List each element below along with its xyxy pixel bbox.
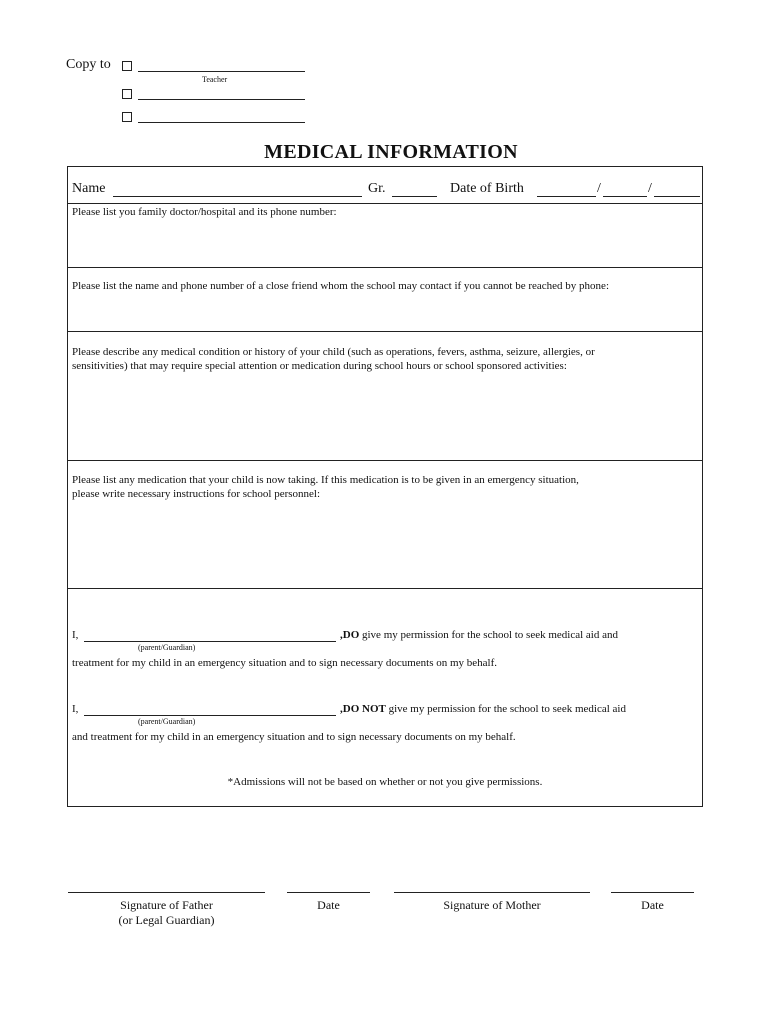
grade-label: Gr. bbox=[368, 181, 386, 196]
dob-year-field[interactable] bbox=[654, 182, 700, 197]
name-label: Name bbox=[72, 181, 106, 196]
row-divider bbox=[68, 460, 702, 461]
dob-separator-1: / bbox=[597, 181, 601, 196]
do-i-label: I, bbox=[72, 629, 79, 641]
medication-answer-area[interactable] bbox=[68, 503, 702, 588]
condition-prompt-line-1: Please describe any medical condition or history of your child (such as operations, fevers, asthma, seizure, allergies, or bbox=[72, 346, 595, 358]
row-divider bbox=[68, 267, 702, 268]
do-not-i-label: I, bbox=[72, 703, 79, 715]
medication-prompt-line-1: Please list any medication that your child is now taking. If this medication is to be given in an emergency situation, bbox=[72, 474, 579, 486]
row-divider bbox=[68, 588, 702, 589]
name-field[interactable] bbox=[113, 182, 362, 197]
father-signature-label-line-1: Signature of Father bbox=[120, 898, 213, 912]
date-label-2: Date bbox=[641, 898, 664, 912]
doctor-prompt: Please list you family doctor/hospital and its phone number: bbox=[72, 206, 337, 218]
dob-day-field[interactable] bbox=[603, 182, 647, 197]
do-not-guardian-caption: (parent/Guardian) bbox=[138, 717, 196, 726]
dob-separator-2: / bbox=[648, 181, 652, 196]
medical-form bbox=[67, 166, 703, 807]
medication-prompt-line-2: please write necessary instructions for school personnel: bbox=[72, 488, 321, 500]
date-label-1: Date bbox=[317, 898, 340, 912]
date-line-1[interactable] bbox=[287, 892, 370, 893]
father-signature-label bbox=[68, 898, 265, 928]
doctor-answer-area[interactable] bbox=[68, 219, 702, 267]
dob-label: Date of Birth bbox=[450, 181, 524, 196]
do-not-text-1: give my permission for the school to seek medical aid bbox=[388, 703, 626, 715]
date-line-2[interactable] bbox=[611, 892, 694, 893]
do-text-2: treatment for my child in an emergency situation and to sign necessary documents on my behalf. bbox=[72, 657, 498, 669]
do-not-label: ,DO NOT bbox=[340, 703, 386, 715]
page-title: MEDICAL INFORMATION bbox=[264, 141, 518, 163]
father-signature-label-line-2: (or Legal Guardian) bbox=[118, 913, 215, 927]
row-divider bbox=[68, 331, 702, 332]
do-text-1: give my permission for the school to seek medical aid and bbox=[362, 629, 618, 641]
copy-to-checkbox-1[interactable] bbox=[122, 61, 132, 71]
do-label: ,DO bbox=[340, 629, 360, 641]
father-signature-line[interactable] bbox=[68, 892, 265, 893]
mother-signature-label: Signature of Mother bbox=[443, 898, 541, 912]
do-guardian-name-field[interactable] bbox=[84, 629, 336, 642]
copy-to-checkbox-3[interactable] bbox=[122, 112, 132, 122]
copy-to-checkbox-2[interactable] bbox=[122, 89, 132, 99]
copy-to-line-1[interactable] bbox=[138, 58, 305, 72]
grade-field[interactable] bbox=[392, 182, 437, 197]
admissions-note: *Admissions will not be based on whether or not you give permissions. bbox=[227, 776, 543, 788]
dob-month-field[interactable] bbox=[537, 182, 596, 197]
copy-to-label: Copy to bbox=[66, 57, 111, 72]
row-divider bbox=[68, 203, 702, 204]
copy-to-line-2[interactable] bbox=[138, 86, 305, 100]
do-guardian-caption: (parent/Guardian) bbox=[138, 643, 196, 652]
friend-prompt: Please list the name and phone number of a close friend whom the school may contact if you cannot be reached by phone: bbox=[72, 280, 609, 292]
mother-signature-line[interactable] bbox=[394, 892, 590, 893]
condition-prompt-line-2: sensitivities) that may require special attention or medication during school hours or school sponsored activities: bbox=[72, 360, 567, 372]
do-not-statement bbox=[340, 702, 626, 716]
friend-answer-area[interactable] bbox=[68, 295, 702, 331]
copy-to-line-3[interactable] bbox=[138, 109, 305, 123]
do-not-text-2: and treatment for my child in an emergency situation and to sign necessary documents on my behalf. bbox=[72, 731, 516, 743]
do-not-guardian-name-field[interactable] bbox=[84, 703, 336, 716]
teacher-caption: Teacher bbox=[202, 75, 228, 84]
do-statement bbox=[340, 628, 618, 642]
condition-answer-area[interactable] bbox=[68, 375, 702, 460]
